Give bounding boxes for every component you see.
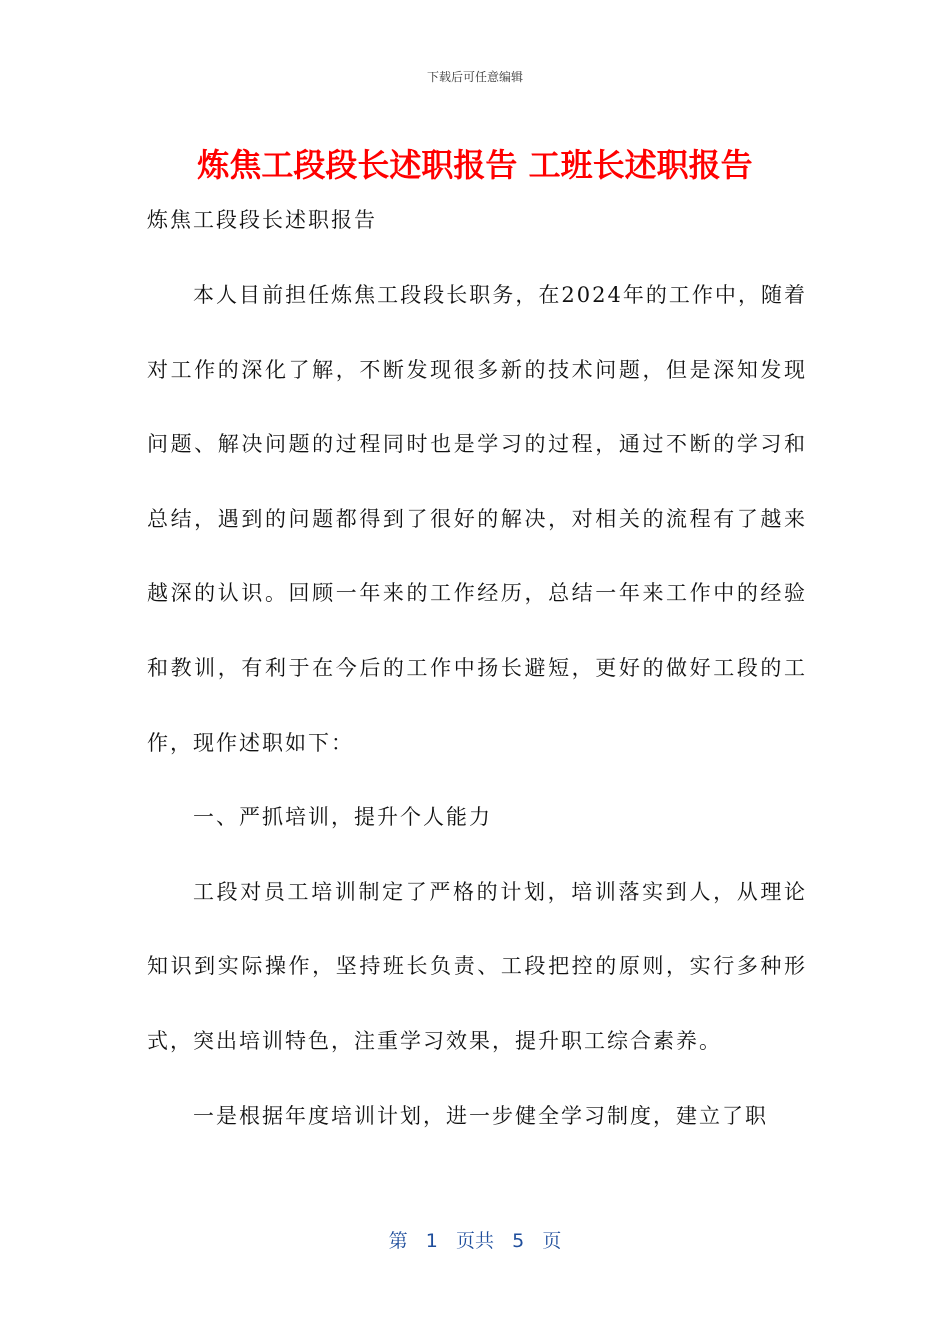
page-footer xyxy=(0,1226,950,1253)
footer-suffix: 页 xyxy=(542,1230,562,1252)
footer-total-pages: 5 xyxy=(512,1230,525,1252)
footer-middle: 页共 xyxy=(455,1230,494,1252)
paragraph-intro: 本人目前担任炼焦工段段长职务，在2024年的工作中，随着对工作的深化了解，不断发现很多新的技术问题，但是深知发现问题、解决问题的过程同时也是学习的过程，通过不断的学习和总结，遇到的问题都得到了很好的解决，对相关的流程有了越来越深的认识。回顾一年来的工作经历，总结一年来工作中的经验和教训，有利于在今后的工作中扬长避短，更好的做好工段的工作，现作述职如下： xyxy=(147,283,807,755)
footer-prefix: 第 xyxy=(388,1230,408,1252)
header-note: 下载后可任意编辑 xyxy=(426,70,523,84)
document-subtitle: 炼焦工段段长述职报告 xyxy=(147,208,377,232)
document-body xyxy=(147,200,807,1153)
footer-page-number: 1 xyxy=(425,1230,438,1252)
document-title: 炼焦工段段长述职报告 工班长述职报告 xyxy=(197,146,753,184)
paragraph-plan: 一是根据年度培训计划，进一步健全学习制度，建立了职 xyxy=(193,1103,768,1128)
section-heading-training: 一、严抓培训，提升个人能力 xyxy=(193,805,492,830)
paragraph-training: 工段对员工培训制定了严格的计划，培训落实到人，从理论知识到实际操作，坚持班长负责、工段把控的原则，实行多种形式，突出培训特色，注重学习效果，提升职工综合素养。 xyxy=(147,879,807,1053)
